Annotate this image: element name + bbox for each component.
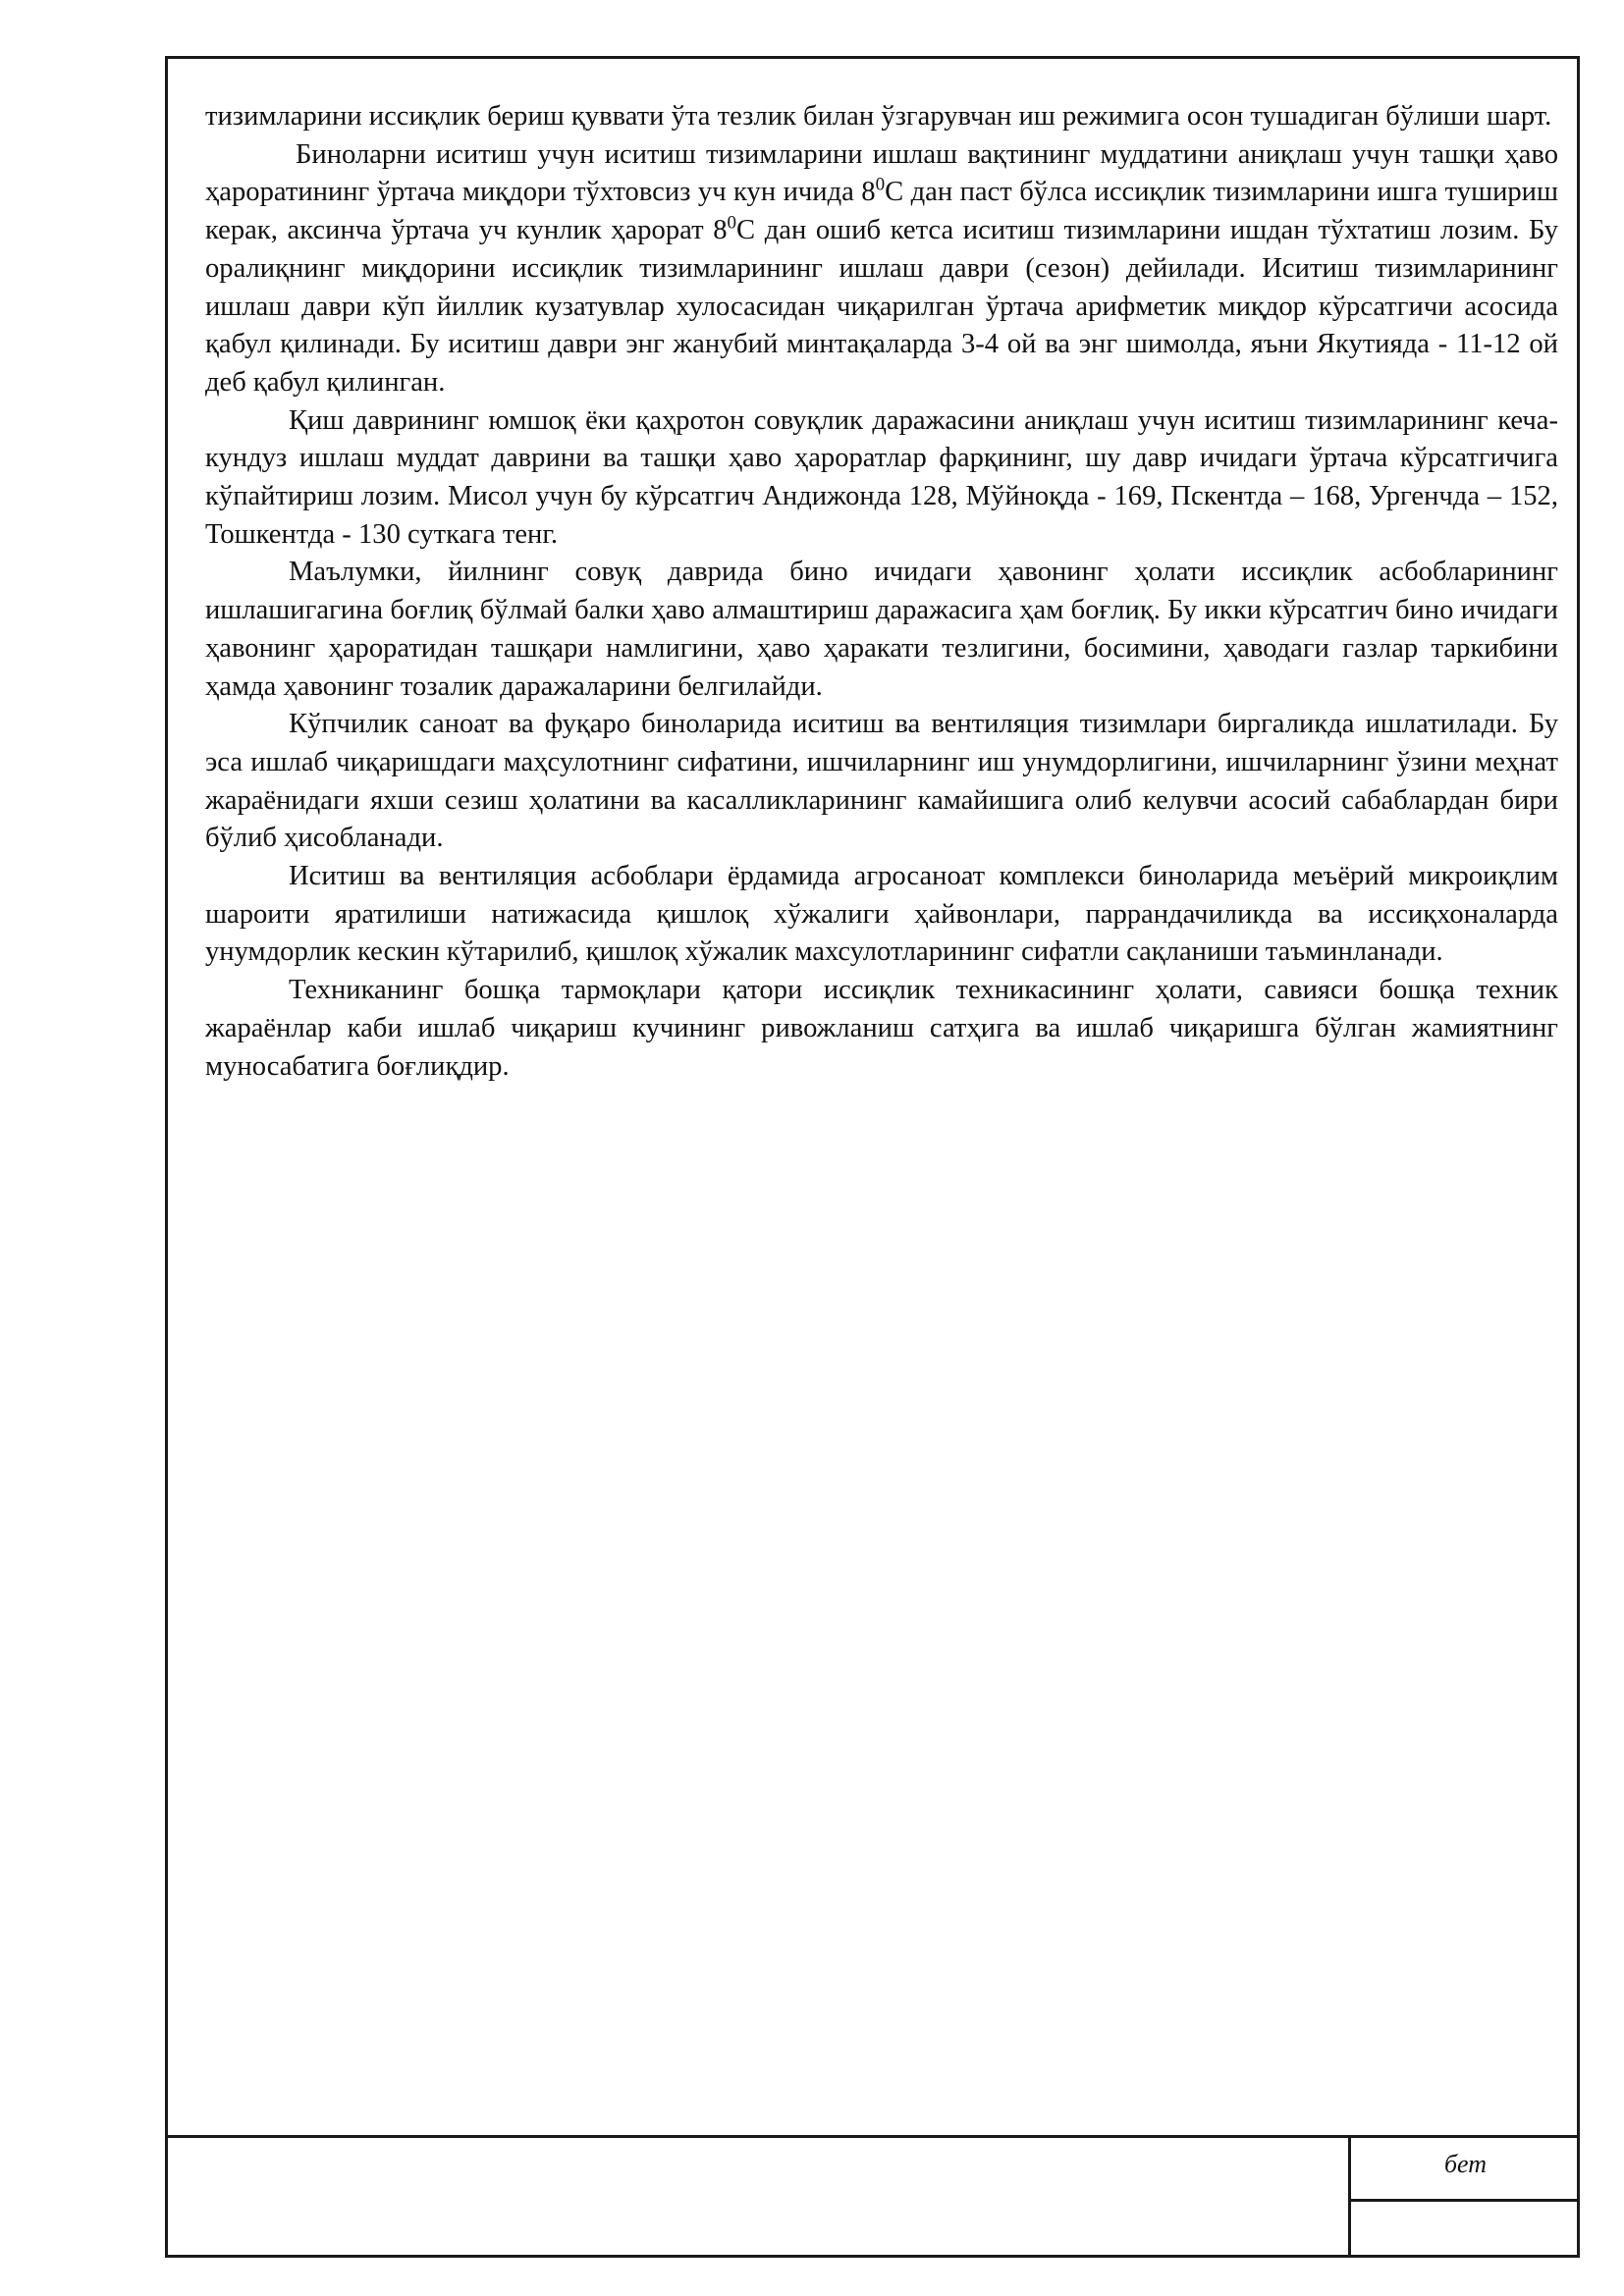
paragraph-text: С дан ошиб кетса иситиш тизимларини ишдан тўхтатиш лозим. Бу оралиқнинг миқдорини иссиқлик тизимларининг ишлаш даври (сезон) дейилади. Иситиш тизимларининг ишлаш даври кўп йиллик кузатувлар хулосасидан чиқарилган ўртача арифметик миқдор кўрсатгичи асосида қабул қилинади. Бу иситиш даври энг жанубий минтақаларда 3-4 ой ва энг шимолда, яъни Якутияда - 11-12 ой деб қабул қилинган.	[205, 215, 1558, 398]
paragraph-ventilation: Кўпчилик саноат ва фуқаро биноларида иситиш ва вентиляция тизимлари биргаликда ишлатилади. Бу эса ишлаб чиқаришдаги маҳсулотнинг сифатини, ишчиларнинг иш унумдорлигини, ишчиларнинг ўзини меҳнат жараёнидаги яхши сезиш ҳолатини ва касалликларининг камайишига олиб келувчи асосий сабаблардан бири бўлиб ҳисобланади.	[205, 709, 1558, 854]
paragraph-heat-engineering: Техниканинг бошқа тармоқлари қатори иссиқлик техникасининг ҳолати, савияси бошқа техник жараёнлар каби ишлаб чиқариш кучининг ривожланиш сатҳига ва ишлаб чиқаришга бўлган жамиятнинг муносабатига боғлиқдир.	[205, 975, 1558, 1082]
degree-superscript: 0	[875, 174, 886, 195]
document-body	[205, 98, 1558, 1086]
title-block	[165, 2135, 1580, 2258]
degree-superscript: 0	[727, 212, 736, 234]
paragraph-winter-severity: Қиш даврининг юмшоқ ёки қаҳротон совуқлик даражасини аниқлаш учун иситиш тизимларининг кеча-кундуз ишлаш муддат даврини ва ташқи ҳаво ҳароратлар фарқининг, шу давр ичидаги ўртача кўрсатгичига кўпайтириш лозим. Мисол учун бу кўрсатгич Андижонда 128, Мўйноқда - 169, Пскентда – 168, Ургенчда – 152, Тошкентда - 130 суткага тенг.	[205, 404, 1558, 550]
paragraph-text: С дан паст бўлса иссиқлик тизимларини ишга тушириш керак, аксинча ўртача уч кунлик ҳарорат 8	[205, 177, 1558, 246]
paragraph-text: Биноларни иситиш учун иситиш тизимларини ишлаш вақтининг муддатини аниқлаш учун ташқи ҳаво ҳароратининг ўртача миқдори тўхтовсиз уч кун ичида 8	[205, 138, 1558, 208]
paragraph-indoor-air: Маълумки, йилнинг совуқ даврида бино ичидаги ҳавонинг ҳолати иссиқлик асбобларининг ишлашигагина боғлиқ бўлмай балки ҳаво алмаштириш даражасига ҳам боғлиқ. Бу икки кўрсатгич бино ичидаги ҳавонинг ҳароратидан ташқари намлигини, ҳаво ҳаракати тезлигини, босимини, ҳаводаги газлар таркибини ҳамда ҳавонинг тозалик даражаларини белгилайди.	[205, 557, 1558, 702]
paragraph-continuation: тизимларини иссиқлик бериш қуввати ўта тезлик билан ўзгарувчан иш режимига осон тушадиган бўлиши шарт.	[205, 101, 1552, 132]
paragraph-heating-season	[205, 136, 1558, 402]
page-label: бет	[1443, 2150, 1488, 2178]
title-block-divider	[1348, 2199, 1580, 2202]
page-number	[1351, 2209, 1580, 2256]
paragraph-agro-complex: Иситиш ва вентиляция асбоблари ёрдамида агросаноат комплекси биноларида меъёрий микроиқлим шароити яратилиши натижасида қишлоқ хўжалиги ҳайвонлари, паррандачиликда ва иссиқхоналарда унумдорлик кескин кўтарилиб, қишлоқ хўжалик махсулотларининг сифатли сақланиши таъминланади.	[205, 861, 1558, 968]
